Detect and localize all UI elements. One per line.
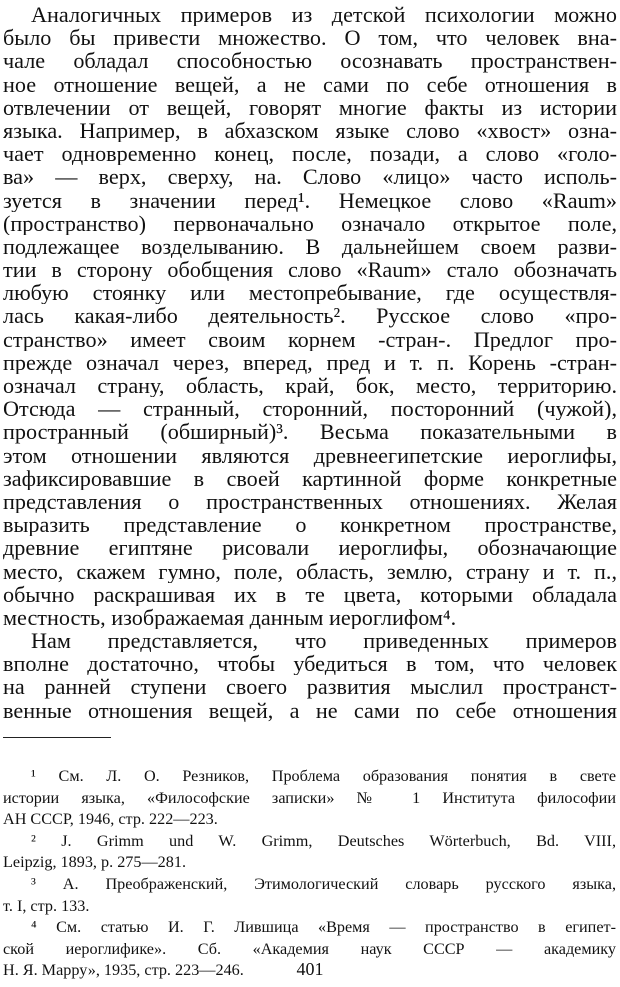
footnote-line: т. I, стр. 133. [3, 896, 90, 915]
body-line: было бы привести множество. О том, что человек вна- [3, 26, 617, 50]
body-line: означал страну, область, край, бок, место, территорию. [3, 374, 617, 398]
body-line: (пространство) первоначально означало открытое поле, [3, 211, 617, 235]
footnote-line: ¹ См. Л. О. Резников, Проблема образования понятия в свете [31, 767, 616, 785]
body-line: чале обладал способностью осознавать пространствен- [3, 49, 617, 73]
footnotes [0, 766, 620, 982]
body-line: любую стоянку или местопребывание, где осуществля- [3, 281, 617, 305]
footnote-line: Leipzig, 1893, p. 275—281. [3, 853, 186, 872]
body-line: ное отношение вещей, а не сами по себе отношения в [3, 72, 617, 96]
footnote-line: ³ А. Преображенский, Этимологический словарь русского языка, [31, 874, 616, 893]
body-line: Нам представляется, что приведенных примеров [31, 629, 617, 653]
body-line: ва» — верх, сверху, на. Слово «лицо» часто исполь- [3, 165, 617, 189]
footnote-separator [3, 737, 111, 738]
body-line: выразить представление о конкретном пространстве, [3, 513, 617, 537]
body-line: отвлечении от вещей, говорят многие факты из истории [3, 95, 617, 119]
body-line: странство» имеет своим корнем -стран-. Предлог про- [3, 327, 617, 351]
body-line: лась какая-либо деятельность². Русское слово «про- [3, 304, 617, 328]
body-line: языка. Например, в абхазском языке слово «хвост» озна- [3, 118, 617, 143]
footnote-line: ⁴ См. статью И. Г. Лившица «Время — пространство в египет- [31, 918, 616, 937]
body-line: венные отношения вещей, а не сами по себе отношения [3, 698, 617, 722]
body-line: прежде означал через, вперед, пред и т. п. Корень -стран- [3, 350, 617, 374]
footnote-line: истории языка, «Философские записки» № 1 Института философии [3, 788, 616, 807]
body-line: древние египтяне рисовали иероглифы, обозначающие [3, 536, 617, 560]
footnote-line: ской иероглифике». Сб. «Академия наук СССР — академику [3, 939, 616, 958]
body-line: на ранней ступени своего развития мыслил пространст- [3, 675, 617, 699]
body-line: Отсюда — странный, сторонний, посторонний (чужой), [3, 397, 617, 421]
body-line: вполне достаточно, чтобы убедиться в том, что человек [3, 652, 617, 676]
body-line: Аналогичных примеров из детской психологии можно [31, 3, 617, 27]
footnote-line: Н. Я. Марру», 1935, стр. 223—246. [3, 961, 244, 980]
body-line: чает одновременно конец, после, позади, а слово «голо- [3, 142, 617, 166]
body-line: представления о пространственных отношениях. Желая [3, 489, 617, 514]
body-line: пространный (обширный)³. Весьма показательными в [3, 420, 617, 444]
page-number: 401 [296, 959, 324, 979]
body-line: тии в сторону обобщения слово «Raum» стало обозначать [3, 258, 617, 282]
body-line: местность, изображаемая данным иероглифом⁴. [3, 605, 457, 630]
body-line: место, скажем гумно, поле, область, землю, страну и т. п., [3, 559, 617, 583]
body-line: этом отношении являются древнеегипетские иероглифы, [3, 443, 617, 467]
body-line: зафиксировавшие в своей картинной форме конкретные [3, 466, 617, 490]
body-line: зуется в значении перед¹. Немецкое слово «Raum» [3, 188, 617, 212]
footnote-line: АН СССР, 1946, стр. 222—223. [3, 810, 218, 829]
body-line: подлежащее возделыванию. В дальнейшем своем разви- [3, 234, 617, 259]
body-line: обычно раскрашивая их в те цвета, которыми обладала [3, 582, 617, 606]
body-text [0, 3, 620, 722]
footnote-line: ² J. Grimm und W. Grimm, Deutsches Wörterbuch, Bd. VIII, [31, 831, 616, 850]
